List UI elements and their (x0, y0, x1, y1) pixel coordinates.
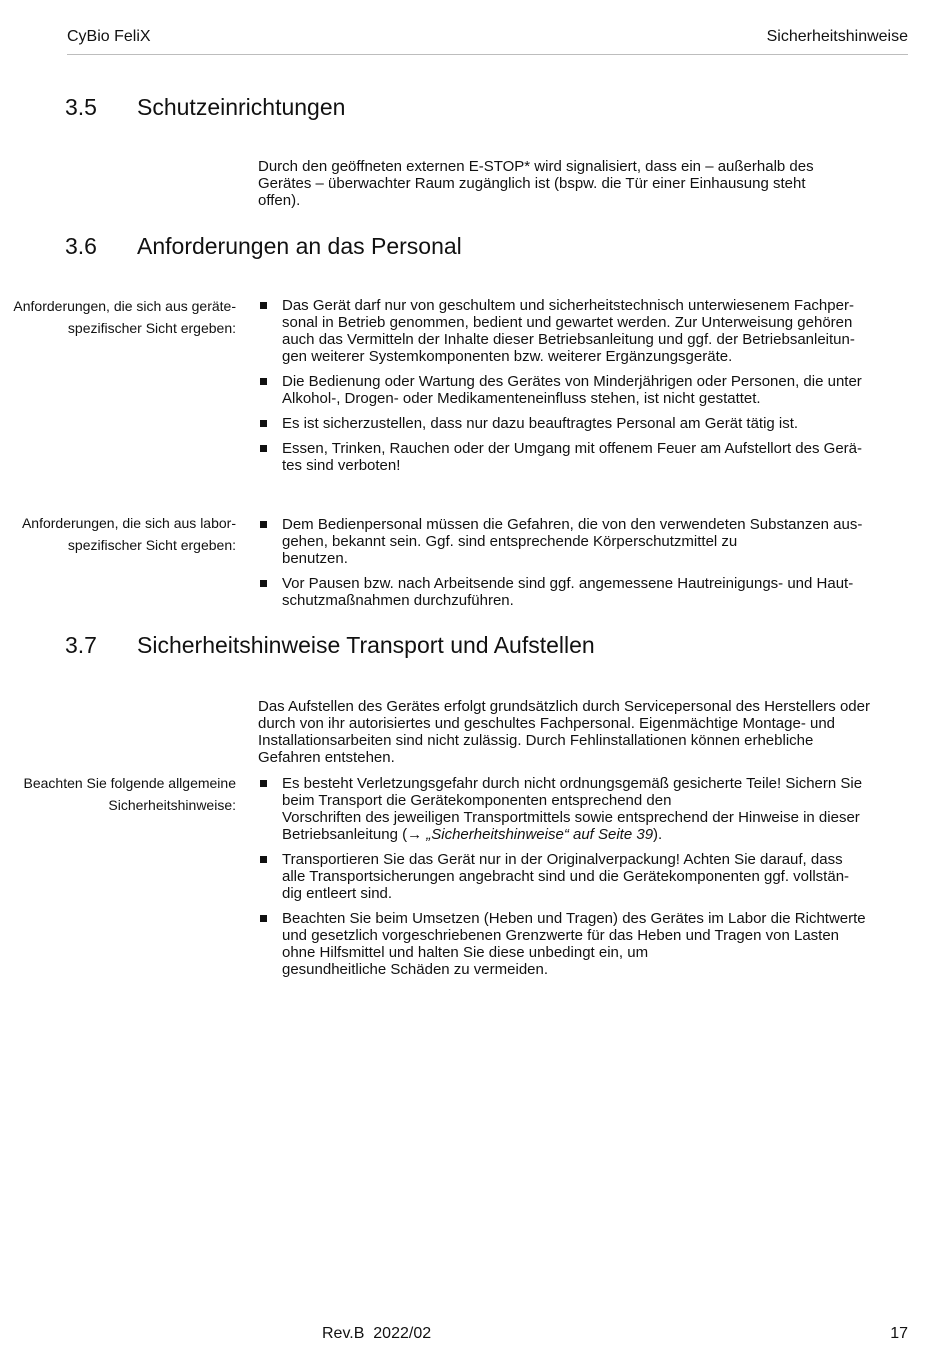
square-bullet-icon (260, 780, 267, 787)
list-item (258, 516, 908, 567)
text-line: benutzen. (282, 550, 348, 567)
list-item (258, 440, 908, 474)
text-line: Es besteht Verletzungsgefahr durch nicht ordnungsgemäß gesicherte Teile! Sichern Sie (282, 775, 863, 792)
cross-reference-link[interactable]: „Sicherheitshinweise“ auf Seite 39 (426, 826, 654, 843)
text-line: Gefahren entstehen. (258, 749, 395, 766)
transport-safety-list (258, 775, 908, 986)
text-line: Transportieren Sie das Gerät nur in der Originalverpackung! Achten Sie darauf, dass (282, 851, 843, 868)
paragraph-installation (258, 698, 908, 766)
footer-page-number: 17 (890, 1325, 908, 1342)
text-line: Gerätes – überwachter Raum zugänglich ist (bspw. die Tür einer Einhausung steht (258, 175, 806, 192)
text-line: gehen, bekannt sein. Ggf. sind entsprechende Körperschutzmittel zu (282, 533, 738, 550)
section-number: 3.6 (65, 233, 97, 259)
text-line: Vorschriften des jeweiligen Transportmittels sowie entsprechend der Hinweise in dieser (282, 809, 860, 826)
text-line: Vor Pausen bzw. nach Arbeitsende sind ggf. angemessene Hautreinigungs- und Haut- (282, 575, 854, 592)
side-label-line: Anforderungen, die sich aus geräte- (13, 298, 236, 314)
header-divider (67, 54, 908, 55)
paragraph-estop (258, 158, 908, 209)
text-line: Beachten Sie beim Umsetzen (Heben und Tragen) des Gerätes im Labor die Richtwerte (282, 910, 866, 927)
section-number: 3.5 (65, 94, 97, 120)
text-line: dig entleert sind. (282, 885, 393, 902)
text-line (282, 826, 908, 843)
side-label-line: Beachten Sie folgende allgemeine (23, 775, 236, 791)
square-bullet-icon (260, 915, 267, 922)
side-label-general-safety (0, 772, 236, 816)
text-line: und gesetzlich vorgeschriebenen Grenzwerte für das Heben und Tragen von Lasten (282, 927, 840, 944)
side-label-line: spezifischer Sicht ergeben: (67, 537, 236, 553)
header-product-name: CyBio FeliX (67, 28, 151, 45)
text-line: beim Transport die Gerätekomponenten entsprechend den (282, 792, 672, 809)
text-line: gesundheitliche Schäden zu vermeiden. (282, 961, 549, 978)
text-line: Alkohol-, Drogen- oder Medikamenteneinfluss stehen, ist nicht gestattet. (282, 390, 761, 407)
lab-requirements-list (258, 516, 908, 617)
square-bullet-icon (260, 445, 267, 452)
text-line: sonal in Betrieb genommen, bedient und gewartet werden. Zur Unterweisung gehören (282, 314, 853, 331)
section-title: Anforderungen an das Personal (137, 233, 462, 259)
text-fragment: Betriebsanleitung (→ (282, 826, 427, 843)
list-item (258, 851, 908, 902)
section-number: 3.7 (65, 632, 97, 658)
device-requirements-list (258, 297, 908, 482)
text-line: offen). (258, 192, 301, 209)
text-line: alle Transportsicherungen angebracht sind und die Gerätekomponenten ggf. vollstän- (282, 868, 850, 885)
list-item (258, 373, 908, 407)
text-line: Es ist sicherzustellen, dass nur dazu beauftragtes Personal am Gerät tätig ist. (282, 415, 799, 432)
text-line: Die Bedienung oder Wartung des Gerätes von Minderjährigen oder Personen, die unter (282, 373, 862, 390)
section-heading-3-7 (65, 632, 595, 659)
footer-revision: Rev.B 2022/02 (322, 1325, 432, 1342)
list-item (258, 297, 908, 365)
text-line: tes sind verboten! (282, 457, 401, 474)
list-item (258, 775, 908, 843)
square-bullet-icon (260, 420, 267, 427)
text-line: Das Gerät darf nur von geschultem und sicherheitstechnisch unterwiesenem Fachper- (282, 297, 854, 314)
text-line: ohne Hilfsmittel und halten Sie diese unbedingt ein, um (282, 944, 649, 961)
section-heading-3-6 (65, 233, 462, 260)
list-item (258, 910, 908, 978)
text-line: Das Aufstellen des Gerätes erfolgt grundsätzlich durch Servicepersonal des Herstellers oder (258, 698, 870, 715)
text-fragment: ). (653, 826, 663, 843)
text-line: Durch den geöffneten externen E-STOP* wird signalisiert, dass ein – außerhalb des (258, 158, 814, 175)
square-bullet-icon (260, 580, 267, 587)
section-title: Schutzeinrichtungen (137, 94, 346, 120)
text-line: schutzmaßnahmen durchzuführen. (282, 592, 514, 609)
side-label-line: Anforderungen, die sich aus labor- (21, 515, 236, 531)
header-chapter-title: Sicherheitshinweise (766, 28, 908, 45)
side-label-line: spezifischer Sicht ergeben: (67, 320, 236, 336)
square-bullet-icon (260, 302, 267, 309)
list-item (258, 575, 908, 609)
section-heading-3-5 (65, 94, 345, 121)
text-line: Dem Bedienpersonal müssen die Gefahren, die von den verwendeten Substanzen aus- (282, 516, 863, 533)
section-title: Sicherheitshinweise Transport und Aufstellen (137, 632, 595, 658)
list-item (258, 415, 908, 432)
text-line: durch von ihr autorisiertes und geschultes Fachpersonal. Eigenmächtige Montage- und (258, 715, 836, 732)
text-line: Essen, Trinken, Rauchen oder der Umgang mit offenem Feuer am Aufstellort des Gerä- (282, 440, 863, 457)
side-label-lab-requirements (0, 512, 236, 556)
square-bullet-icon (260, 856, 267, 863)
text-line: Installationsarbeiten sind nicht zulässig. Durch Fehlinstallationen können erhebliche (258, 732, 814, 749)
text-line: gen weiterer Systemkomponenten bzw. weiterer Ergänzungsgeräte. (282, 348, 733, 365)
square-bullet-icon (260, 521, 267, 528)
side-label-line: Sicherheitshinweise: (108, 797, 236, 813)
side-label-device-requirements (0, 295, 236, 339)
text-line: auch das Vermitteln der Inhalte dieser Betriebsanleitung und ggf. der Betriebsanleitun- (282, 331, 855, 348)
square-bullet-icon (260, 378, 267, 385)
